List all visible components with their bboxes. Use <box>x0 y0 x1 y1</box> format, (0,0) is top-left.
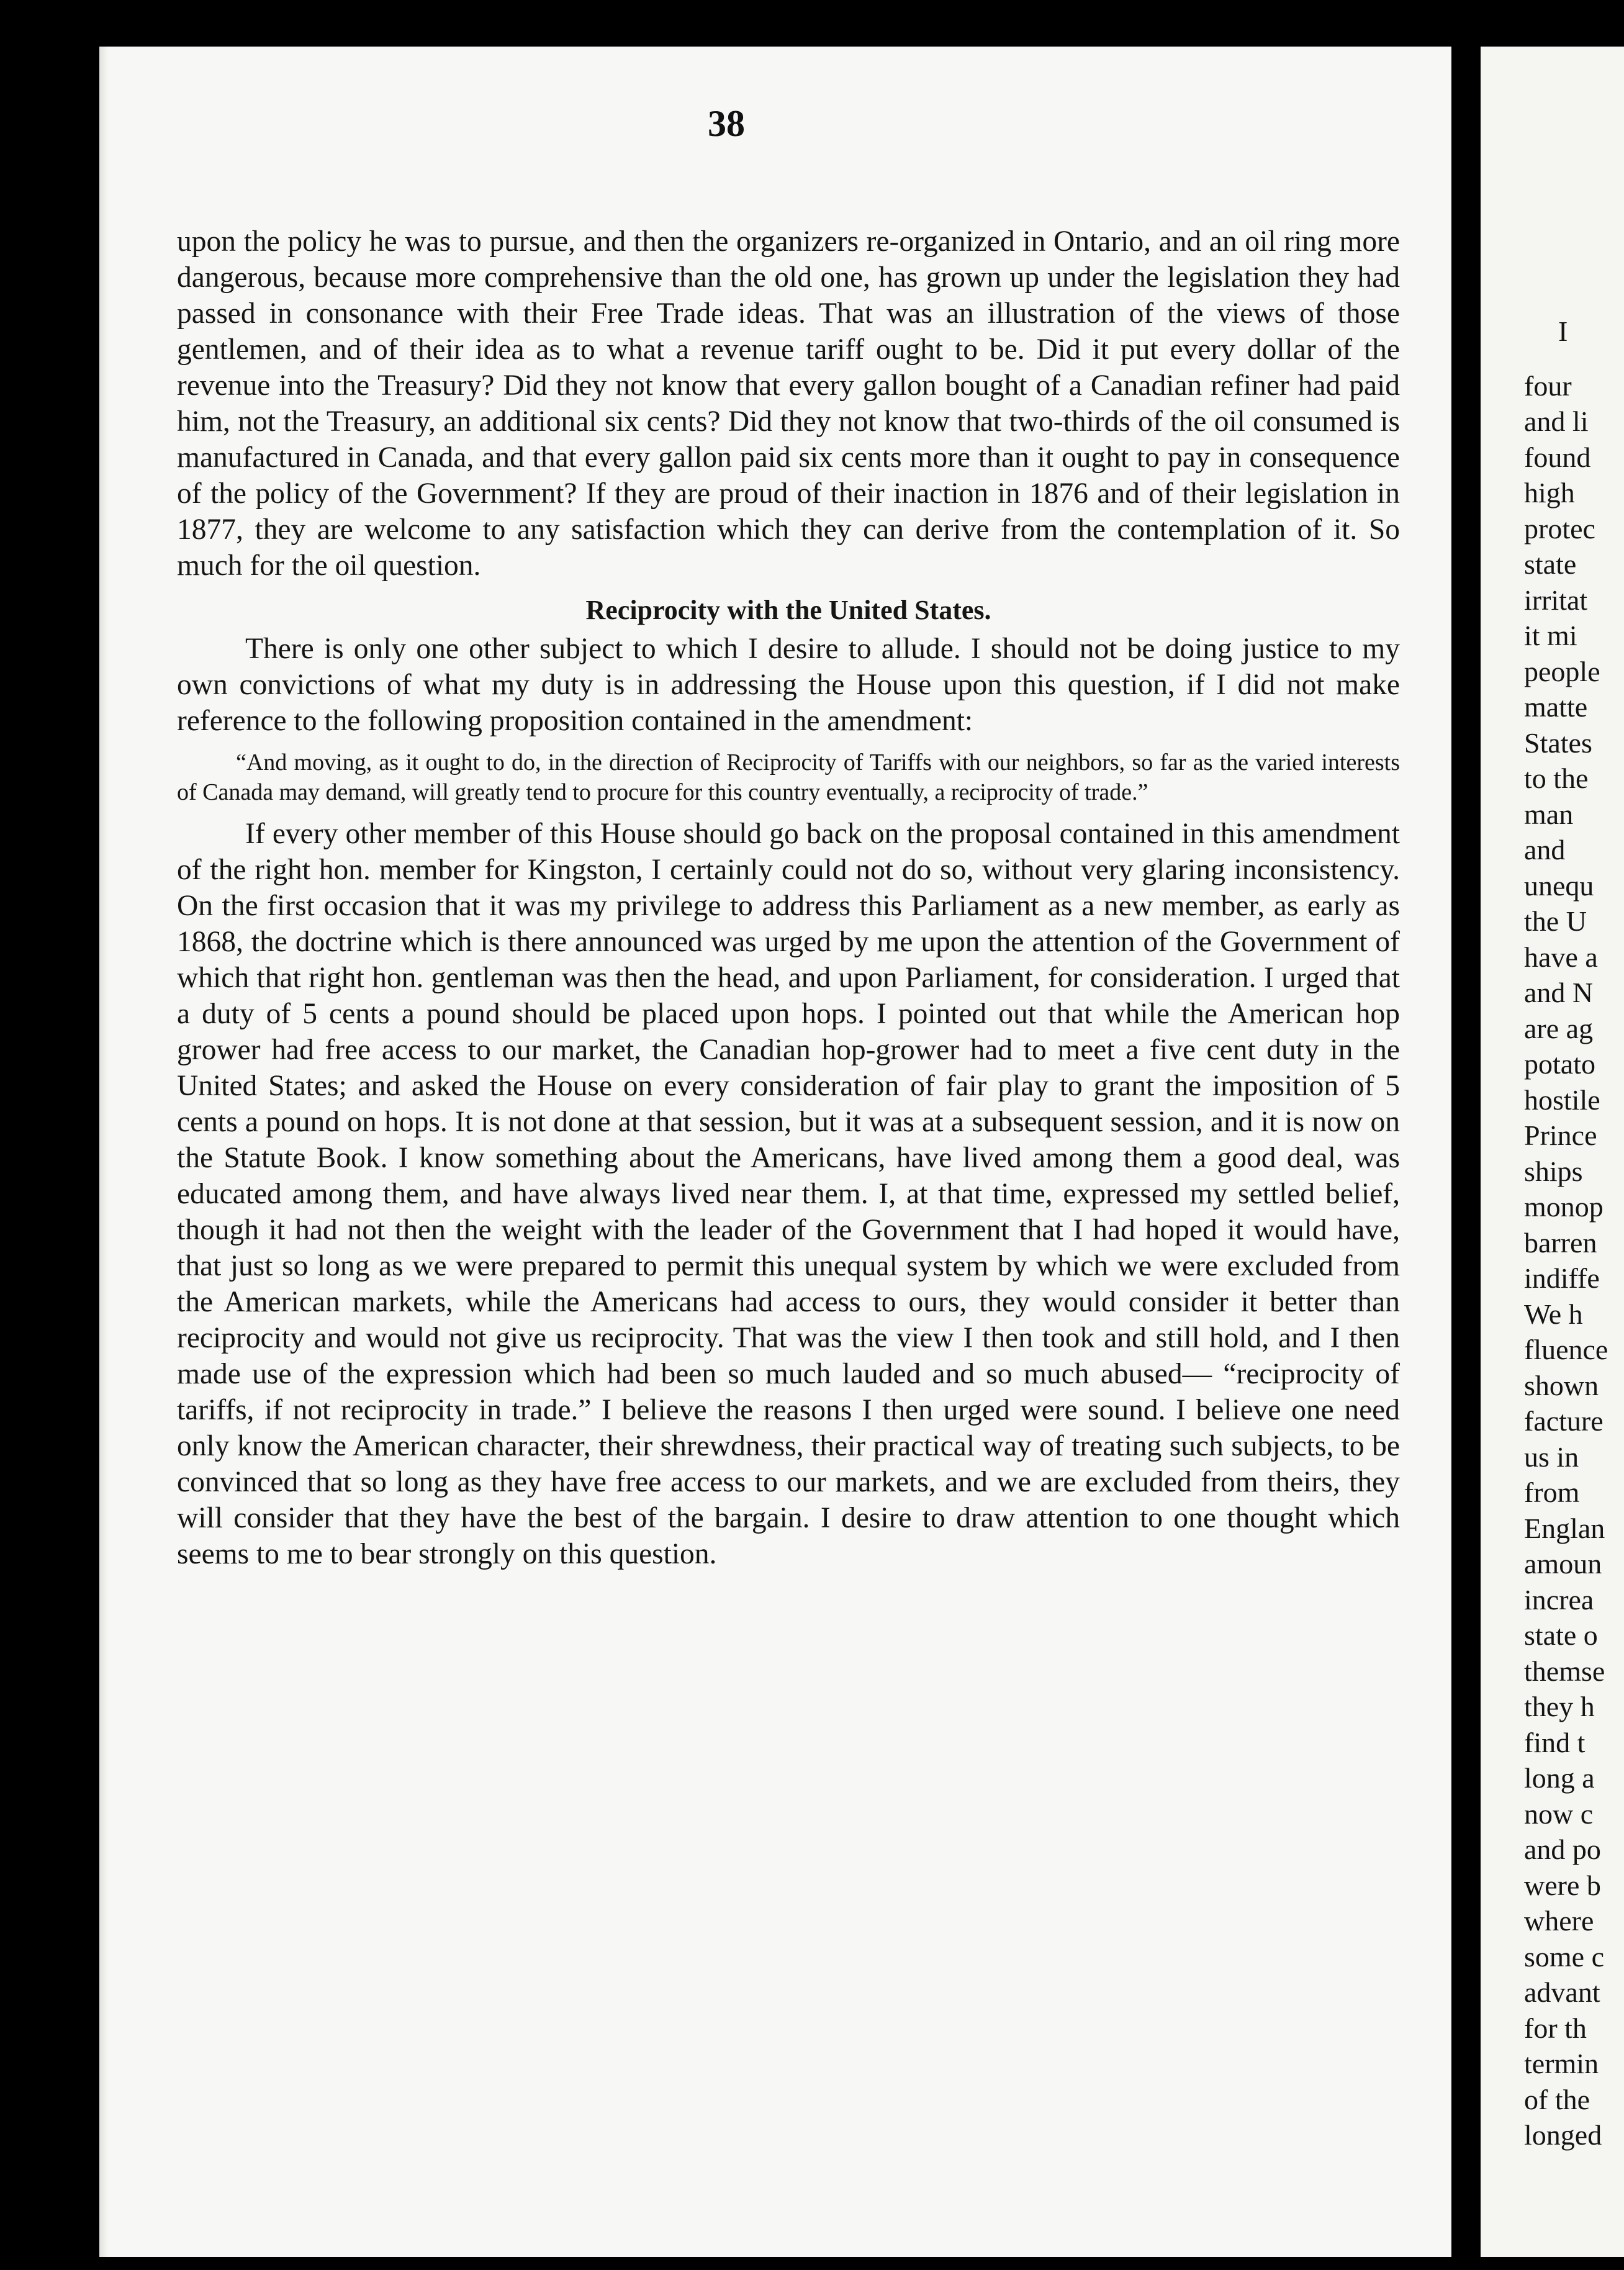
adjacent-page-line: have a <box>1524 941 1598 973</box>
adjacent-page-line: for th <box>1524 2012 1587 2044</box>
adjacent-page-line: increa <box>1524 1583 1594 1616</box>
adjacent-page-line: ships <box>1524 1155 1583 1187</box>
adjacent-page-line: state o <box>1524 1619 1598 1651</box>
adjacent-page-line: and li <box>1524 405 1589 437</box>
adjacent-page-line: matte <box>1524 691 1588 723</box>
adjacent-page-line: and N <box>1524 977 1594 1008</box>
adjacent-page-line: monop <box>1524 1191 1604 1223</box>
adjacent-page-line: find t <box>1524 1726 1586 1758</box>
block-quote: “And moving, as it ought to do, in the direction of Reciprocity of Tariffs with our neighbors, so far as the varied interests of Canada may demand, will greatly tend to procure for this country eventually, a reciprocity of trade.” <box>177 749 1400 805</box>
adjacent-page-line: some c <box>1524 1940 1605 1973</box>
adjacent-page-line: Englan <box>1524 1512 1605 1544</box>
adjacent-page-line: potato <box>1524 1048 1595 1080</box>
adjacent-page-line: now c <box>1524 1797 1594 1830</box>
adjacent-page-line: and po <box>1524 1834 1601 1865</box>
body-text <box>177 224 1400 1572</box>
adjacent-page-line: shown <box>1524 1369 1599 1401</box>
adjacent-page-line: to the <box>1524 762 1589 794</box>
adjacent-page-line: and <box>1524 834 1566 866</box>
adjacent-page-line: protec <box>1524 512 1595 545</box>
adjacent-page-line: longed <box>1524 2119 1602 2151</box>
adjacent-page-line: States <box>1524 726 1592 759</box>
adjacent-page-line: us in <box>1524 1440 1579 1473</box>
paragraph-oil-question: upon the policy he was to pursue, and then the organizers re-organized in Ontario, and an oil ring more dangerous, because more comprehensive than the old one, has grown up under the legislation they had passed in consonance with their Free Trade ideas. That was an illustration of the views of those gentlemen, and of their idea as to what a revenue tariff ought to be. Did it put every dollar of the revenue into the Treasury? Did they not know that every gallon bought of a Canadian refiner had paid him, not the Treasury, an additional six cents? Did they not know that two-thirds of the oil consumed is manufactured in Canada, and that every gallon paid six cents more than it ought to pay in consequence of the policy of the Government? If they are proud of their inaction in 1876 and of their legislation in 1877, they are welcome to any satisfaction which they can derive from the contemplation of it. So much for the oil question. <box>177 225 1400 582</box>
adjacent-page-line: man <box>1524 798 1574 830</box>
adjacent-page-line: barren <box>1524 1226 1597 1259</box>
adjacent-page-line: indiffe <box>1524 1262 1600 1294</box>
adjacent-page-line: people <box>1524 655 1600 687</box>
adjacent-page-line: from <box>1524 1476 1580 1508</box>
adjacent-page-line: high <box>1524 477 1575 509</box>
adjacent-page-line: were b <box>1524 1869 1601 1901</box>
paragraph-reciprocity: If every other member of this House should go back on the proposal contained in this amendment of the right hon. member for Kingston, I certainly could not do so, without very glaring inconsistency. On the first occasion that it was my privilege to address this Parliament as a new member, as early as 1868, the doctrine which is there announced was urged by me upon the attention of the Government of which that right hon. gentleman was then the head, and upon Parliament, for consideration. I urged that a duty of 5 cents a pound should be placed upon hops. I pointed out that while the American hop grower had free access to our market, the Canadian hop-grower had to meet a five cent duty in the United States; and asked the House on every consideration of fair play to grant the imposition of 5 cents a pound on hops. It is not done at that session, but it was at a subsequent session, and it is now on the Statute Book. I know something about the Americans, have lived among them a good deal, was educated among them, and have always lived near them. I, at that time, expressed my settled belief, though it had not then the weight with the leader of the Government that I had hoped it would have, that just so long as we were prepared to permit this unequal system by which we were excluded from the American markets, while the Americans had access to ours, they would consider it better than reciprocity and would not give us reciprocity. That was the view I then took and still hold, and I then made use of the expression which had been so much lauded and so much abused— “reciprocity of tariffs, if not reciprocity in trade.” I believe the reasons I then urged were sound. I believe one need only know the American character, their shrewdness, their practical way of treating such subjects, to be convinced that so long as they have free access to our markets, and we are excluded from theirs, they will consider that they have the best of the bargain. I desire to draw attention to one thought which seems to me to bear strongly on this question. <box>177 818 1400 1570</box>
adjacent-page-line: termin <box>1524 2048 1599 2079</box>
paragraph-other-subject: There is only one other subject to which I desire to allude. I should not be doing justice to my own convictions of what my duty is in addressing the House upon this question, if I did not make reference to the following proposition contained in the amendment: <box>177 633 1400 737</box>
adjacent-page-line: state <box>1524 548 1577 580</box>
adjacent-page-line: are ag <box>1524 1012 1594 1044</box>
adjacent-page-line: it mi <box>1524 620 1577 651</box>
adjacent-page-line: facture <box>1524 1405 1604 1437</box>
adjacent-page-line: long a <box>1524 1762 1595 1794</box>
adjacent-page-line: themse <box>1524 1655 1605 1687</box>
adjacent-page-line: of the <box>1524 2083 1590 2115</box>
adjacent-page-line: irritat <box>1524 584 1588 616</box>
adjacent-page-line: fluence <box>1524 1334 1608 1365</box>
adjacent-page-line: I <box>1558 315 1568 347</box>
page-number: 38 <box>708 103 745 144</box>
adjacent-page-line: where <box>1524 1905 1594 1937</box>
section-heading: Reciprocity with the United States. <box>585 595 991 625</box>
adjacent-page-line: found <box>1524 441 1591 473</box>
adjacent-page-line: four <box>1524 369 1572 402</box>
adjacent-page-line: unequ <box>1524 869 1594 902</box>
adjacent-page-line: We h <box>1524 1298 1583 1330</box>
page-edge <box>99 47 108 2257</box>
adjacent-page-line: the U <box>1524 905 1587 937</box>
adjacent-page-line: advant <box>1524 1976 1600 2008</box>
adjacent-page-line: amoun <box>1524 1548 1602 1580</box>
adjacent-page <box>1481 47 1624 2257</box>
adjacent-page-line: they h <box>1524 1691 1595 1722</box>
adjacent-page-line: Prince <box>1524 1119 1597 1151</box>
adjacent-page-line: hostile <box>1524 1083 1600 1116</box>
